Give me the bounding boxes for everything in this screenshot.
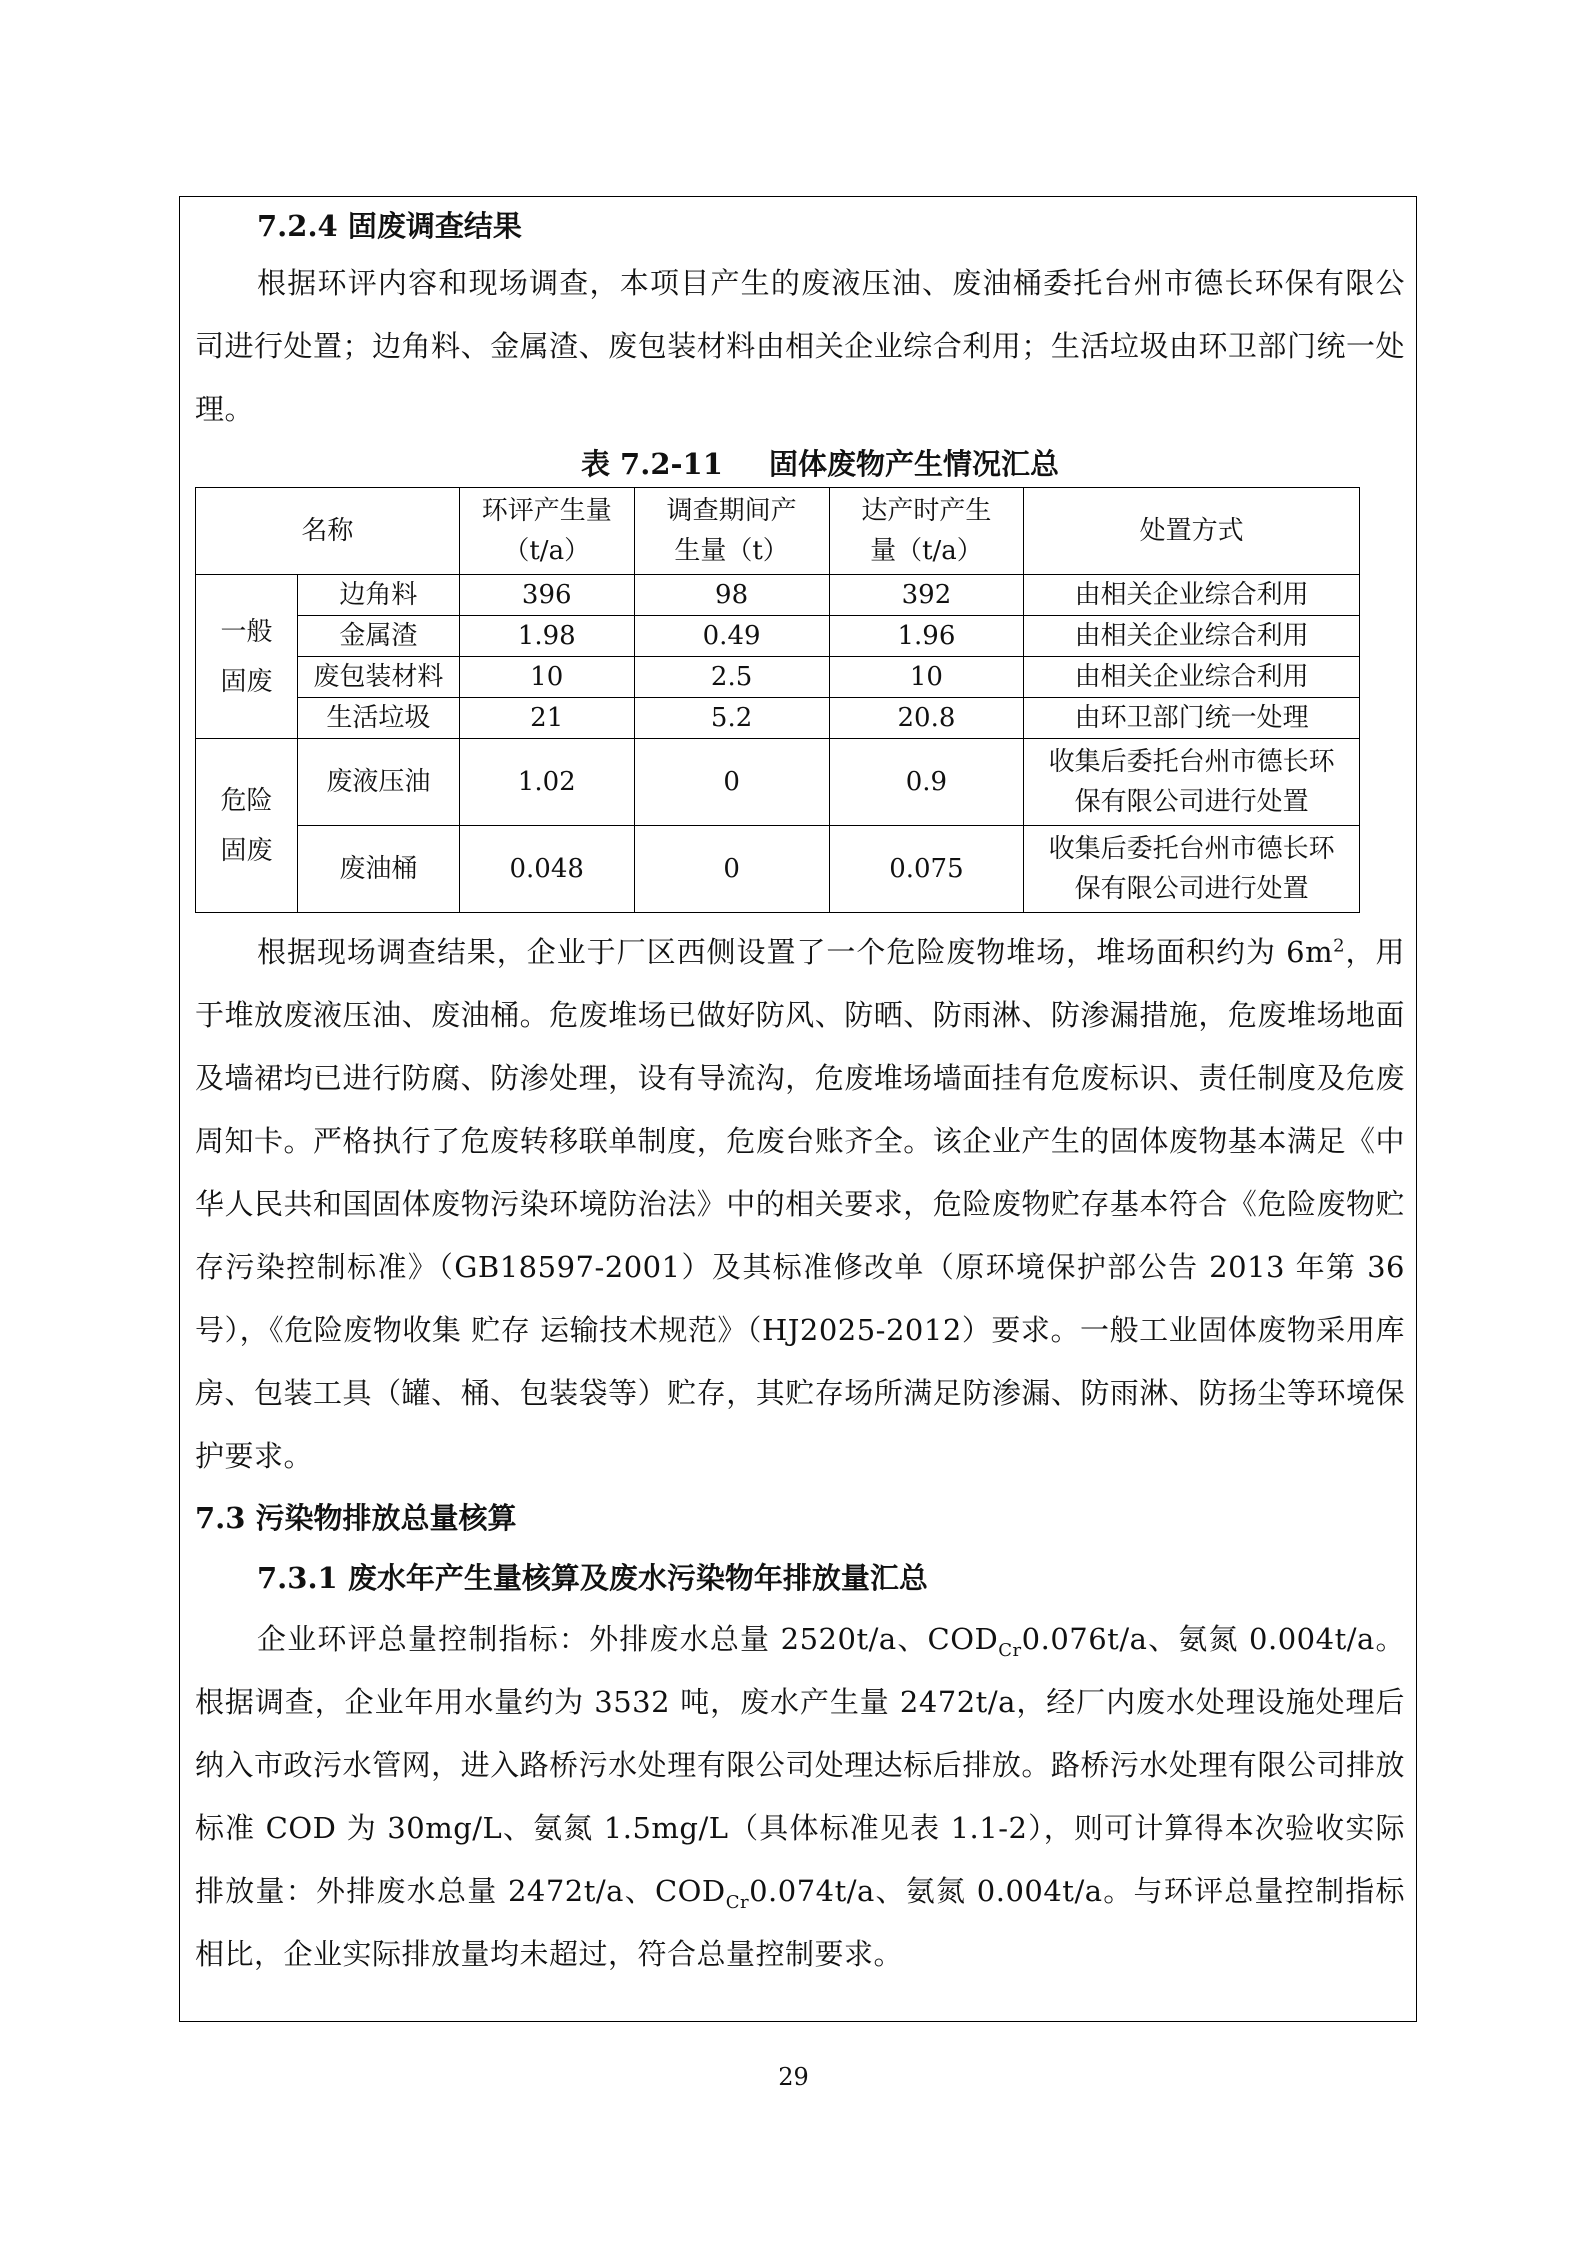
cell-full: 10: [829, 657, 1024, 698]
cell-disposal: 由相关企业综合利用: [1024, 616, 1360, 657]
section-heading-7-3: 7.3 污染物排放总量核算: [195, 1501, 517, 1535]
paragraph-wastewater-total: 企业环评总量控制指标：外排废水总量 2520t/a、$COD_{Cr}0.076t/a$、氨氮 0.004t/a。根据调查，企业年用水量约为 3532 吨，废水产生量 2472t/a，经厂内废水处理设施处理后纳入市政污水管网，进入路桥污水处理有限公司处理达标后排放。路桥污水处理有限公司排放标准 COD 为 30mg/L、氨氮 1.5mg/L（具体标准见表 1.1-2），则可计算得本次验收实际排放量：外排废水总量 2472t/a、$COD_{Cr}0.074t/a$、氨氮 0.004t/a。与环评总量控制指标相比，企业实际排放量均未超过，符合总量控制要求。: [195, 1622, 1405, 1971]
page-content: [195, 200, 1405, 1986]
header-disposal: 处置方式: [1024, 488, 1360, 575]
section-heading-7-3-1: 7.3.1 废水年产生量核算及废水污染物年排放量汇总: [257, 1561, 928, 1595]
table-caption-title: 固体废物产生情况汇总: [769, 447, 1060, 481]
header-survey-amount: 调查期间产 生量（t）: [634, 488, 829, 575]
cell-disposal: 由相关企业综合利用: [1024, 657, 1360, 698]
table-row: [196, 739, 1360, 826]
page-number: 29: [778, 2063, 809, 2091]
header-full-production-amount: 达产时产生 量（t/a）: [829, 488, 1024, 575]
cell-name: 废液压油: [297, 739, 459, 826]
paragraph-solid-waste-intro: 根据环评内容和现场调查，本项目产生的废液压油、废油桶委托台州市德长环保有限公司进行处置；边角料、金属渣、废包装材料由相关企业综合利用；生活垃圾由环卫部门统一处理。: [195, 266, 1405, 426]
solid-waste-table: [195, 487, 1360, 913]
cell-disposal: 由相关企业综合利用: [1024, 575, 1360, 616]
table-caption: [195, 441, 1405, 487]
cell-name: 边角料: [297, 575, 459, 616]
cell-eia: 1.98: [459, 616, 634, 657]
cell-eia: 1.02: [459, 739, 634, 826]
table-row: [196, 826, 1360, 913]
cell-survey: 98: [634, 575, 829, 616]
category-hazardous-waste: 危险固废: [196, 739, 298, 913]
cell-eia: 0.048: [459, 826, 634, 913]
table-header-row: [196, 488, 1360, 575]
cell-survey: 0: [634, 826, 829, 913]
cell-name: 生活垃圾: [297, 698, 459, 739]
cell-name: 废油桶: [297, 826, 459, 913]
paragraph-hazardous-storage: 根据现场调查结果，企业于厂区西侧设置了一个危险废物堆场，堆场面积约为 $6m^2$，用于堆放废液压油、废油桶。危废堆场已做好防风、防晒、防雨淋、防渗漏措施，危废堆场地面及墙裙均已进行防腐、防渗处理，设有导流沟，危废堆场墙面挂有危废标识、责任制度及危废周知卡。严格执行了危废转移联单制度，危废台账齐全。该企业产生的固体废物基本满足《中华人民共和国固体废物污染环境防治法》中的相关要求，危险废物贮存基本符合《危险废物贮存污染控制标准》（GB18597-2001）及其标准修改单（原环境保护部公告 2013 年第 36 号），《危险废物收集 贮存 运输技术规范》（HJ2025-2012）要求。一般工业固体废物采用库房、包装工具（罐、桶、包装袋等）贮存，其贮存场所满足防渗漏、防雨淋、防扬尘等环境保护要求。: [195, 935, 1405, 1473]
cell-eia: 10: [459, 657, 634, 698]
cell-full: 1.96: [829, 616, 1024, 657]
table-row: [196, 616, 1360, 657]
cell-disposal: 由环卫部门统一处理: [1024, 698, 1360, 739]
cell-disposal: 收集后委托台州市德长环保有限公司进行处置: [1024, 826, 1360, 913]
cell-full: 0.075: [829, 826, 1024, 913]
cell-name: 金属渣: [297, 616, 459, 657]
cell-eia: 21: [459, 698, 634, 739]
cell-full: 392: [829, 575, 1024, 616]
category-general-waste: 一般固废: [196, 575, 298, 739]
cell-eia: 396: [459, 575, 634, 616]
cell-survey: 0: [634, 739, 829, 826]
cell-survey: 5.2: [634, 698, 829, 739]
table-row: [196, 698, 1360, 739]
cell-disposal: 收集后委托台州市德长环保有限公司进行处置: [1024, 739, 1360, 826]
cell-full: 0.9: [829, 739, 1024, 826]
cell-survey: 2.5: [634, 657, 829, 698]
header-name: 名称: [196, 488, 460, 575]
cell-name: 废包装材料: [297, 657, 459, 698]
table-row: [196, 657, 1360, 698]
cell-survey: 0.49: [634, 616, 829, 657]
header-eia-amount: 环评产生量 （t/a）: [459, 488, 634, 575]
section-heading-7-2-4: 7.2.4 固废调查结果: [257, 209, 522, 243]
cell-full: 20.8: [829, 698, 1024, 739]
table-caption-number: 表 7.2-11: [580, 447, 723, 481]
table-row: [196, 575, 1360, 616]
